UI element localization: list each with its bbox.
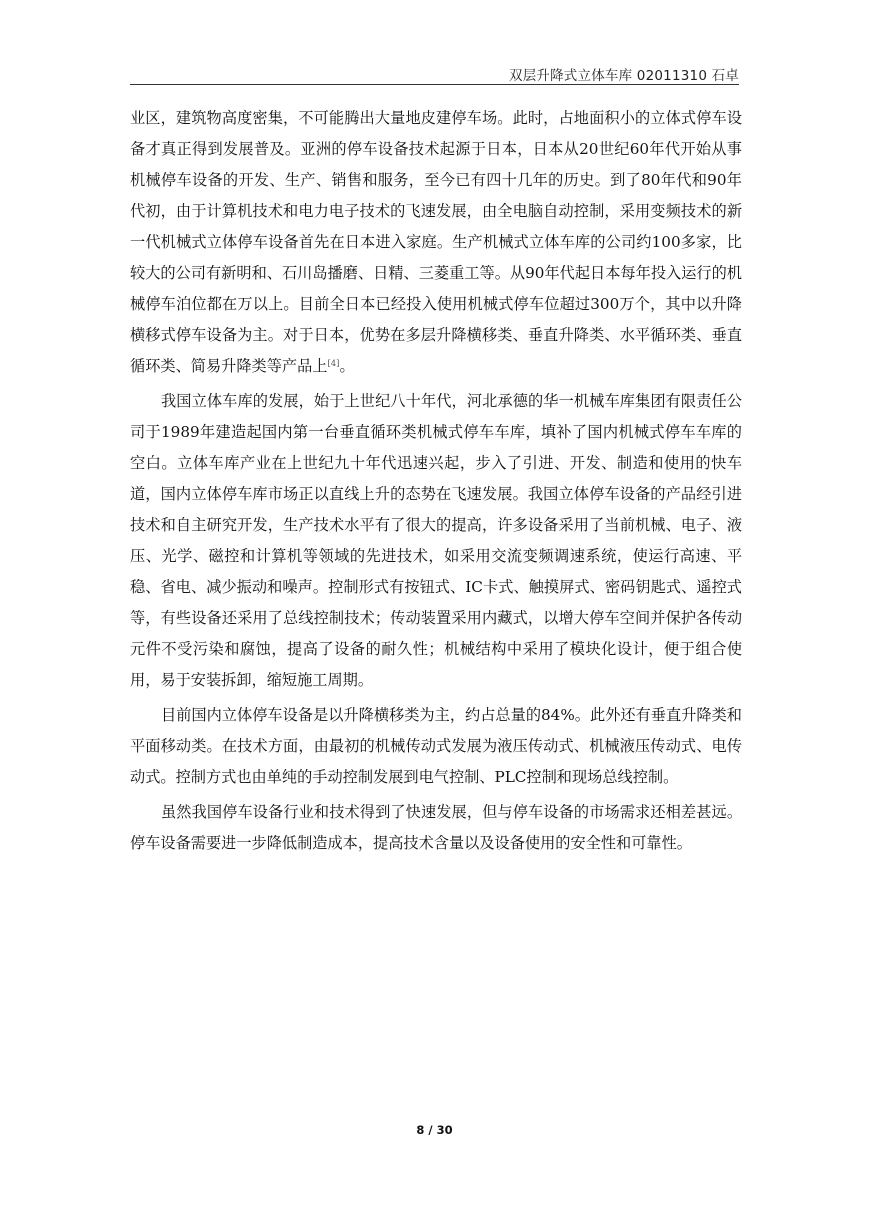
paragraph-1-text: 业区，建筑物高度密集，不可能腾出大量地皮建停车场。此时，占地面积小的立体式停车设备才真正得到发展普及。亚洲的停车设备技术起源于日本，日本从20世纪60年代开始从事机械停车设备的开发、生产、销售和服务，至今已有四十几年的历史。到了80年代和90年代初，由于计算机技术和电力电子技术的飞速发展，由全电脑自动控制，采用变频技术的新一代机械式立体停车设备首先在日本进入家庭。生产机械式立体车库的公司约100多家，比较大的公司有新明和、石川岛播磨、日精、三菱重工等。从90年代起日本每年投入运行的机械停车泊位都在万以上。目前全日本已经投入使用机械式停车位超过300万个，其中以升降横移式停车设备为主。对于日本，优势在多层升降横移类、垂直升降类、水平循环类、垂直循环类、简易升降类等产品上: [130, 109, 742, 375]
paragraph-1: [130, 103, 742, 382]
citation-reference[interactable]: [4]: [327, 359, 340, 369]
paragraph-1-end: 。: [339, 357, 355, 375]
paragraph-2: 我国立体车库的发展，始于上世纪八十年代，河北承德的华一机械车库集团有限责任公司于1989年建造起国内第一台垂直循环类机械式停车车库，填补了国内机械式停车车库的空白。立体车库产业在上世纪九十年代迅速兴起，步入了引进、开发、制造和使用的快车道，国内立体停车库市场正以直线上升的态势在飞速发展。我国立体停车设备的产品经引进技术和自主研究开发，生产技术水平有了很大的提高，许多设备采用了当前机械、电子、液压、光学、磁控和计算机等领域的先进技术，如采用交流变频调速系统，使运行高速、平稳、省电、减少振动和噪声。控制形式有按钮式、IC卡式、触摸屏式、密码钥匙式、遥控式等，有些设备还采用了总线控制技术；传动装置采用内藏式，以增大停车空间并保护各传动元件不受污染和腐蚀，提高了设备的耐久性；机械结构中采用了模块化设计，便于组合使用，易于安装拆卸，缩短施工周期。: [130, 392, 742, 689]
paragraph-3: 目前国内立体停车设备是以升降横移类为主，约占总量的84%。此外还有垂直升降类和平面移动类。在技术方面，由最初的机械传动式发展为液压传动式、机械液压传动式、电传动式。控制方式也由单纯的手动控制发展到电气控制、PLC控制和现场总线控制。: [130, 706, 742, 786]
header-divider: [130, 84, 739, 85]
running-header: 双层升降式立体车库 02011310 石卓: [509, 68, 739, 84]
page-number: 8 / 30: [416, 1123, 453, 1137]
paragraph-4: 虽然我国停车设备行业和技术得到了快速发展，但与停车设备的市场需求还相差甚远。停车设备需要进一步降低制造成本，提高技术含量以及设备使用的安全性和可靠性。: [130, 803, 742, 852]
document-body: [130, 103, 742, 863]
